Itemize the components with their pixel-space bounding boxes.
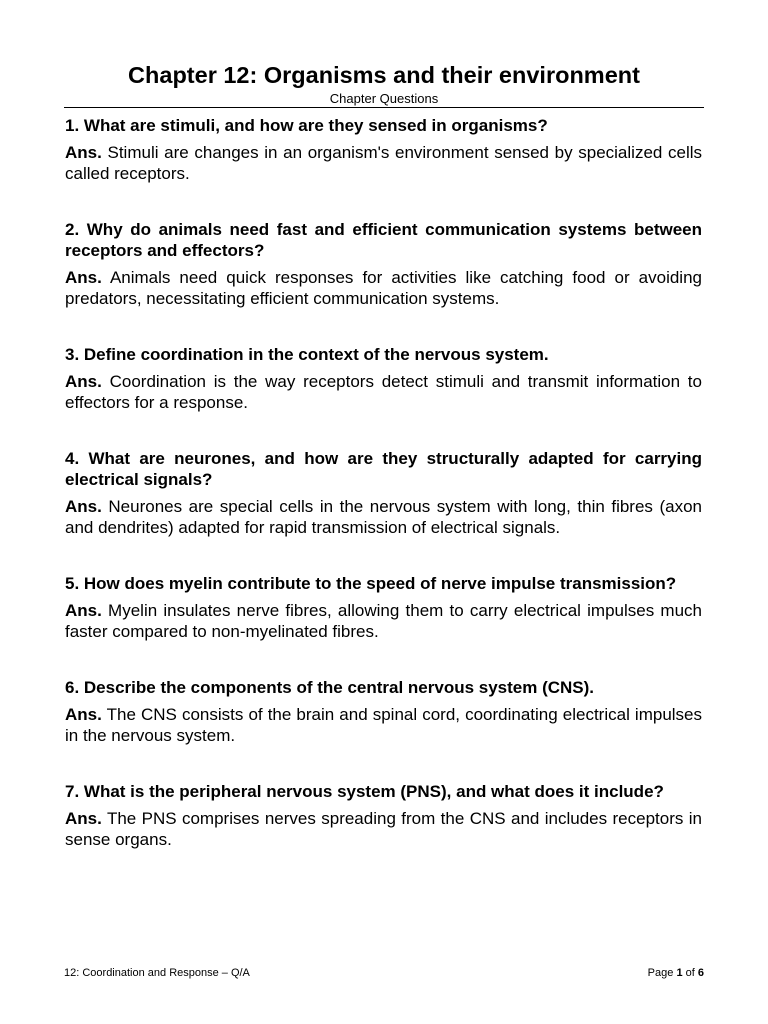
answer-body: Animals need quick responses for activities like catching food or avoiding predators, necessitating efficient communication systems. [65, 268, 702, 308]
page-number-current: 1 [676, 967, 683, 979]
question-text: 2. Why do animals need fast and efficient communication systems between receptors and effectors? [65, 220, 702, 260]
answer-text [65, 267, 702, 309]
answer-label: Ans. [65, 601, 102, 620]
answer-text [65, 600, 702, 642]
page-number-of: of [685, 967, 695, 979]
answer-text [65, 808, 702, 850]
footer-chapter-label: 12: Coordination and Response – Q/A [64, 967, 250, 979]
answer-label: Ans. [65, 143, 102, 162]
qa-item [65, 677, 702, 746]
page-subtitle: Chapter Questions [329, 91, 439, 106]
page-number-prefix: Page [647, 967, 674, 979]
answer-body: Coordination is the way receptors detect stimuli and transmit information to effectors for a response. [65, 372, 702, 412]
qa-item [65, 573, 702, 642]
answer-label: Ans. [65, 809, 102, 828]
page-header [64, 60, 704, 107]
qa-item [65, 344, 702, 413]
answer-body: The PNS comprises nerves spreading from the CNS and includes receptors in sense organs. [65, 809, 702, 849]
answer-text [65, 371, 702, 413]
page-number [648, 966, 704, 980]
answer-body: Stimuli are changes in an organism's environment sensed by specialized cells called receptors. [65, 143, 702, 183]
page-title: Chapter 12: Organisms and their environment [128, 62, 640, 88]
header-divider [64, 107, 704, 108]
question-text: 4. What are neurones, and how are they structurally adapted for carrying electrical signals? [65, 449, 702, 489]
answer-label: Ans. [65, 705, 102, 724]
answer-text [65, 142, 702, 184]
question-text: 3. Define coordination in the context of the nervous system. [65, 345, 549, 364]
answer-text [65, 704, 702, 746]
answer-label: Ans. [65, 497, 102, 516]
question-text: 5. How does myelin contribute to the speed of nerve impulse transmission? [65, 574, 677, 593]
answer-label: Ans. [65, 268, 102, 287]
qa-item [65, 115, 702, 184]
answer-body: The CNS consists of the brain and spinal cord, coordinating electrical impulses in the nervous system. [65, 705, 703, 745]
qa-item [65, 781, 702, 850]
question-text: 1. What are stimuli, and how are they sensed in organisms? [65, 116, 548, 135]
question-text: 7. What is the peripheral nervous system (PNS), and what does it include? [65, 782, 664, 801]
answer-label: Ans. [65, 372, 102, 391]
page-number-total: 6 [697, 967, 704, 979]
question-text: 6. Describe the components of the central nervous system (CNS). [65, 678, 595, 697]
answer-body: Myelin insulates nerve fibres, allowing them to carry electrical impulses much faster compared to non-myelinated fibres. [65, 601, 702, 641]
qa-item [65, 219, 702, 309]
qa-list [65, 115, 702, 850]
answer-text [65, 496, 702, 538]
answer-body: Neurones are special cells in the nervous system with long, thin fibres (axon and dendrites) adapted for rapid transmission of electrical signals. [65, 497, 702, 537]
qa-item [65, 448, 702, 538]
